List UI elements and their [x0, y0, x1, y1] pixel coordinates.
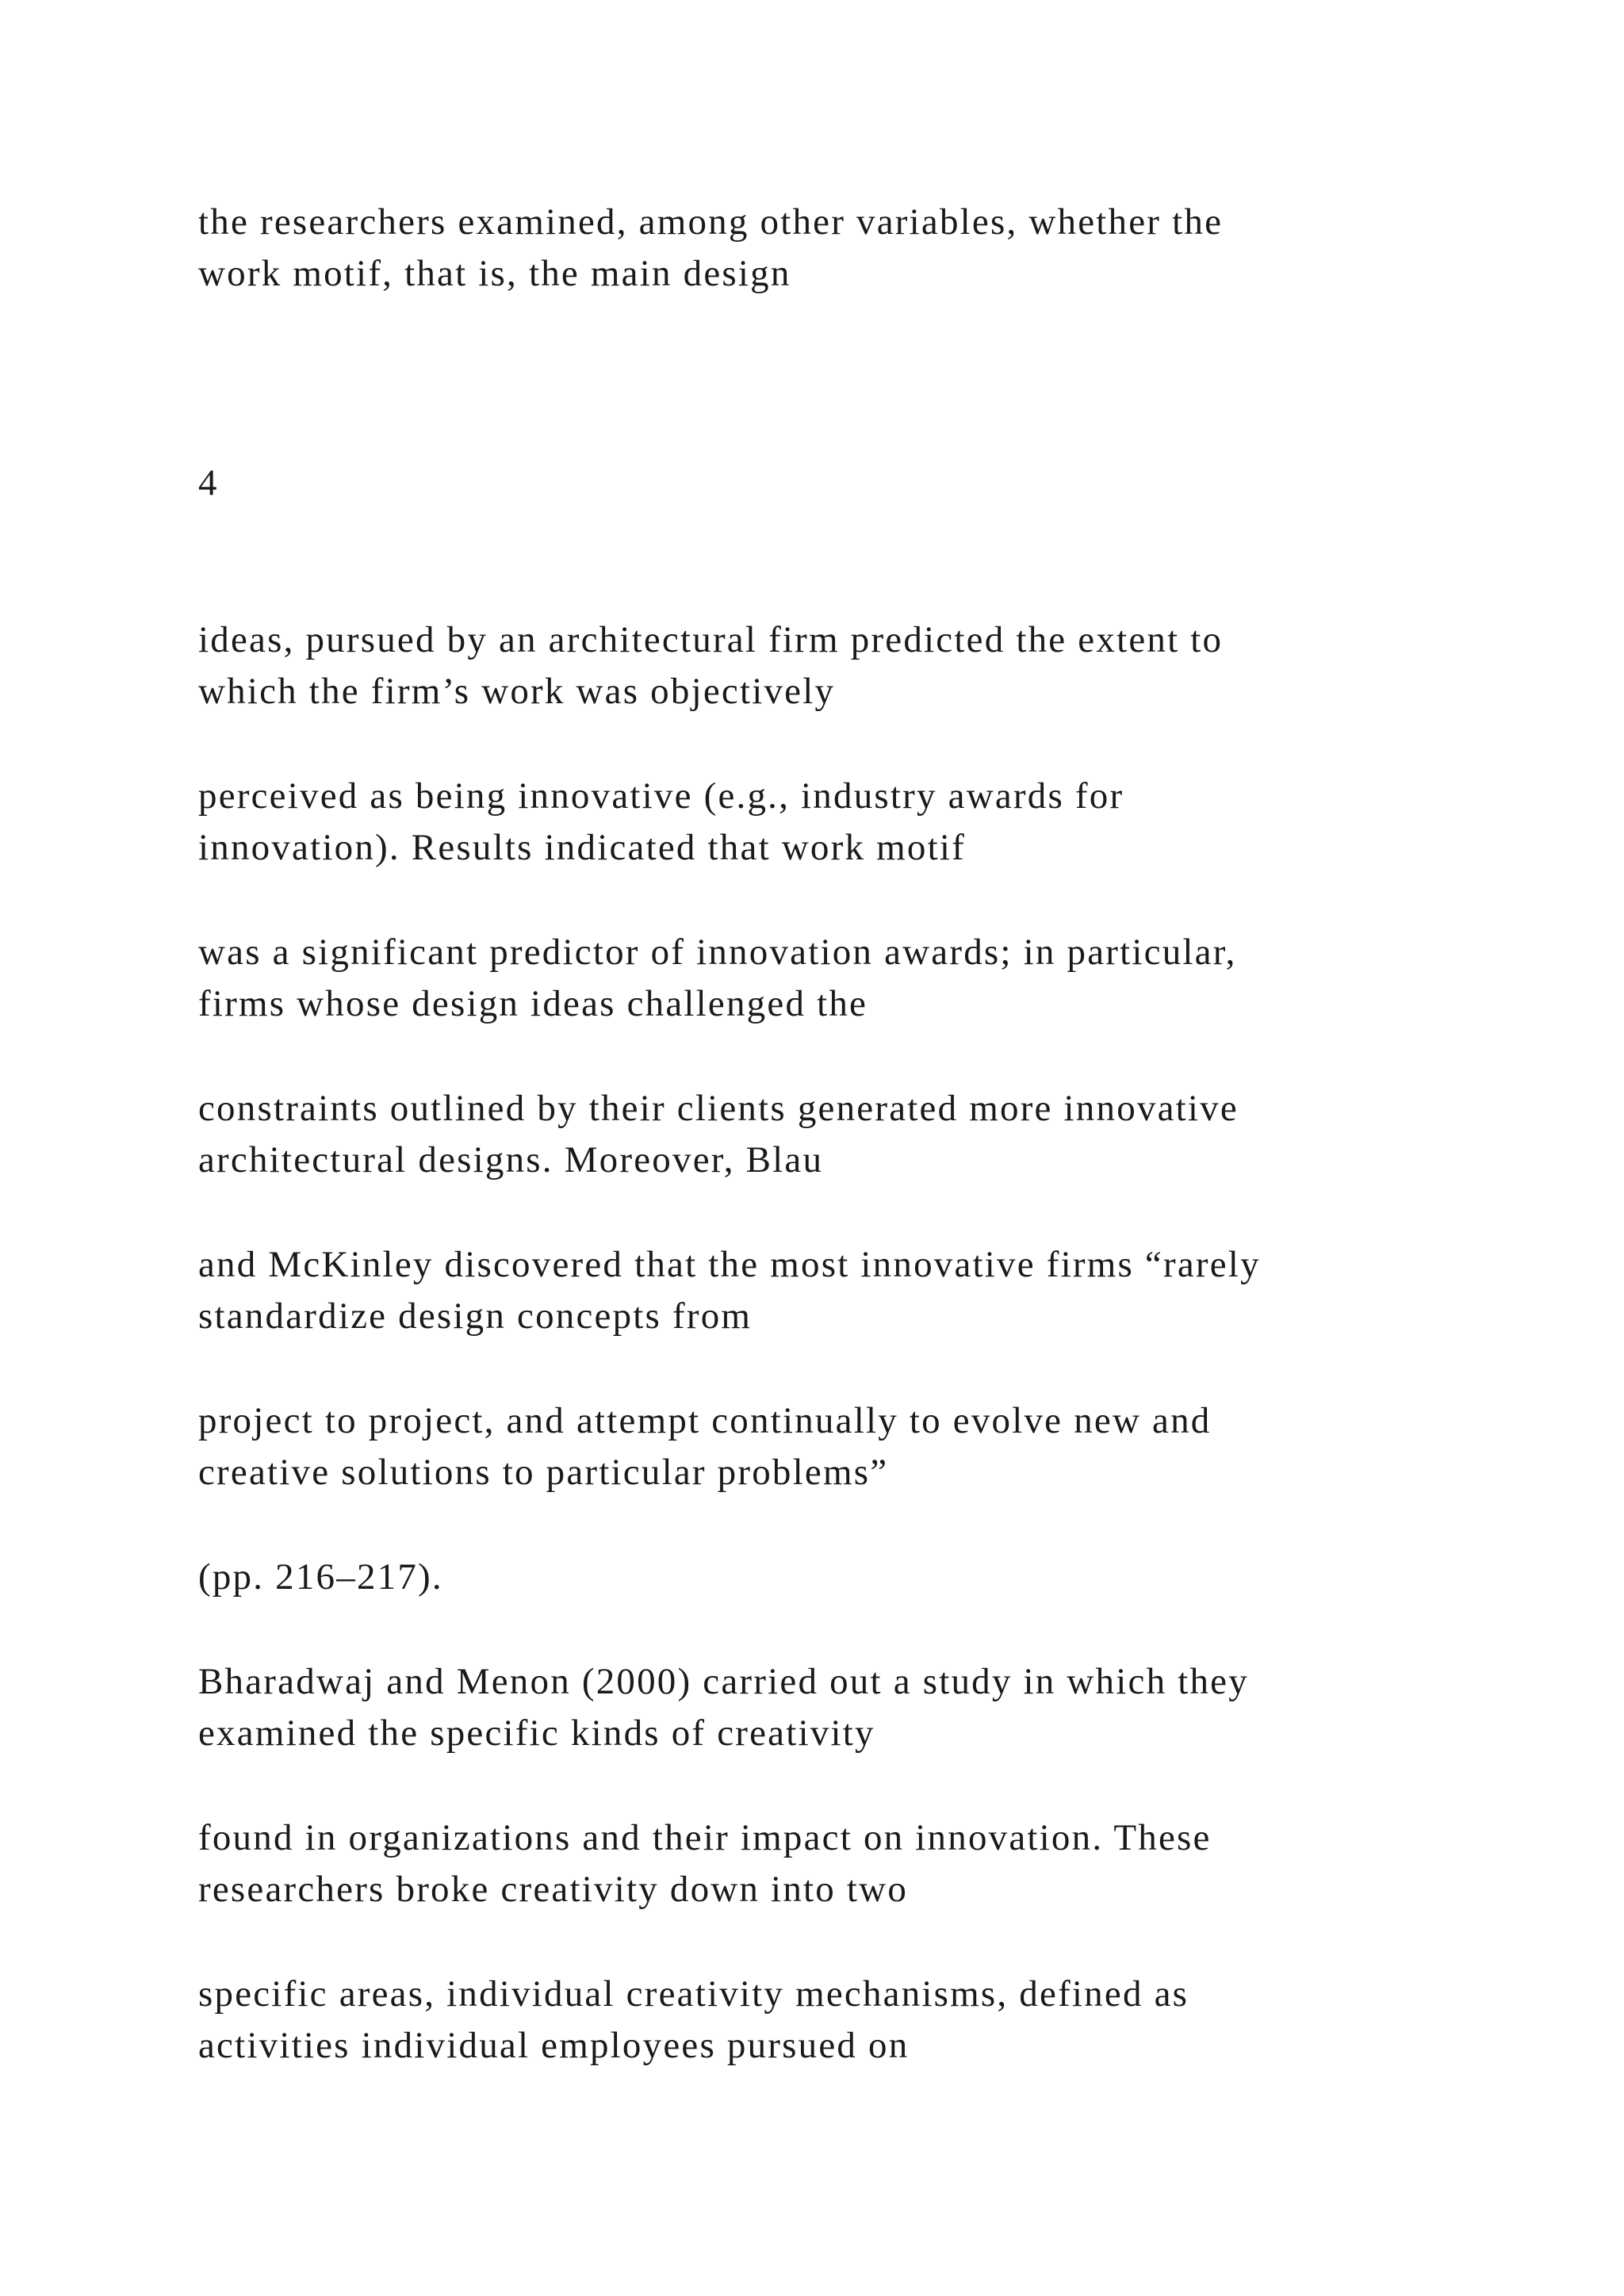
paragraph: specific areas, individual creativity mechanisms, defined as activities individual employees pursued on	[198, 1973, 1189, 2066]
paragraph: and McKinley discovered that the most innovative firms “rarely standardize design concepts from	[198, 1244, 1261, 1337]
paragraph: was a significant predictor of innovation awards; in particular, firms whose design ideas challenged the	[198, 932, 1237, 1024]
paragraph: constraints outlined by their clients generated more innovative architectural designs. Moreover, Blau	[198, 1088, 1239, 1181]
paragraph: found in organizations and their impact on innovation. These researchers broke creativity down into two	[198, 1817, 1212, 1910]
paragraph: ideas, pursued by an architectural firm predicted the extent to which the firm’s work was objectively	[198, 619, 1224, 712]
paragraph: project to project, and attempt continually to evolve new and creative solutions to particular problems”	[198, 1400, 1212, 1493]
page-number: 4	[198, 462, 217, 503]
paragraph: perceived as being innovative (e.g., industry awards for innovation). Results indicated that work motif	[198, 775, 1124, 868]
paragraph: (pp. 216–217).	[198, 1556, 443, 1598]
paragraph: Bharadwaj and Menon (2000) carried out a study in which they examined the specific kinds of creativity	[198, 1661, 1249, 1754]
paragraph: the researchers examined, among other variables, whether the work motif, that is, the main design	[198, 201, 1224, 294]
